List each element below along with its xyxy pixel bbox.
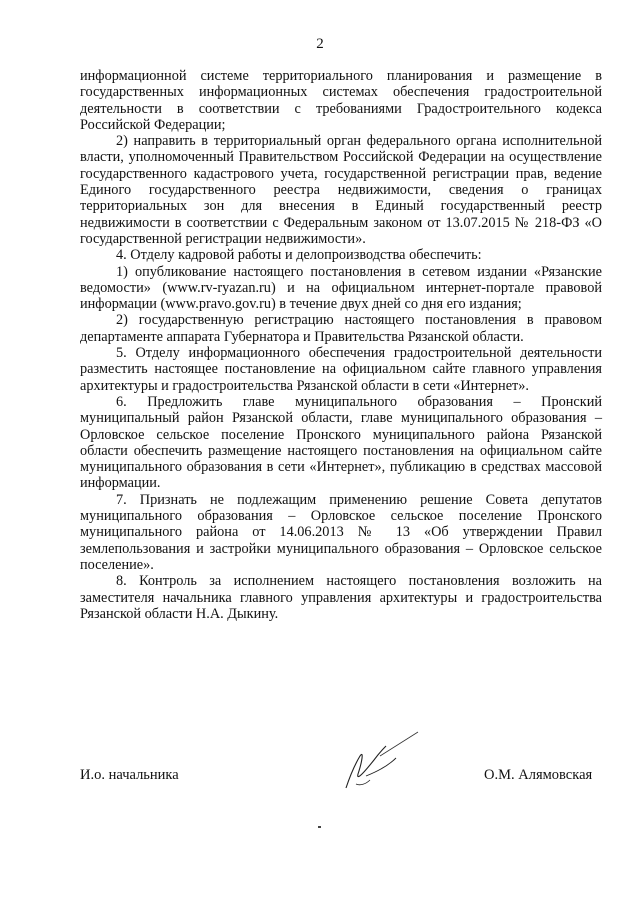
- paragraph: 2) направить в территориальный орган федерального органа исполнительной власти, уполномоченный Правительством Российской Федерации на осуществление государственного кадастрового учета, государственной регистрации прав, ведение Единого государственного реестра недвижимости, сведения о границах территориальных зон для внесения в Единый государственный реестр недвижимости в соответствии с Федеральным законом от 13.07.2015 № 218-ФЗ «О государственной регистрации недвижимости».: [80, 133, 602, 247]
- paragraph: 4. Отделу кадровой работы и делопроизводства обеспечить:: [116, 247, 482, 264]
- paragraph: 7. Признать не подлежащим применению решение Совета депутатов муниципального образования – Орловское сельское поселение Пронского муниципального района от 14.06.2013 № 13 «Об утверждении Правил землепользования и застройки муниципального образования – Орловское сельское поселение».: [80, 491, 602, 573]
- signatory-name: О.М. Алямовская: [484, 767, 593, 783]
- paragraph: 6. Предложить главе муниципального образования – Пронский муниципальный район Рязанской области, главе муниципального образования – Орловское сельское поселение Пронского муниципального района Рязанской области обеспечить размещение настоящего постановления на официальном сайте муниципального образования в сети «Интернет», публикацию в средствах массовой информации.: [80, 393, 602, 492]
- paragraph: информационной системе территориального планирования и размещение в государственных информационных системах обеспечения градостроительной деятельности в соответствии с требованиями Градостроительного кодекса Российской Федерации;: [80, 68, 602, 133]
- scan-mark: [318, 826, 321, 828]
- page-number: 2: [316, 36, 324, 52]
- paragraph: 1) опубликование настоящего постановления в сетевом издании «Рязанские ведомости» (www.rv-ryazan.ru) и на официальном интернет-портале правовой информации (www.pravo.gov.ru) в течение двух дней со дня его издания;: [80, 263, 602, 313]
- handwritten-signature: [336, 726, 426, 796]
- paragraph: 8. Контроль за исполнением настоящего постановления возложить на заместителя начальника главного управления архитектуры и градостроительства Рязанской области Н.А. Дыкину.: [80, 573, 602, 622]
- paragraph: 5. Отделу информационного обеспечения градостроительной деятельности разместить настоящее постановление на официальном сайте главного управления архитектуры и градостроительства Рязанской области в сети «Интернет».: [80, 345, 602, 394]
- document-body: [80, 68, 602, 622]
- signatory-position: И.о. начальника: [80, 767, 179, 783]
- paragraph: 2) государственную регистрацию настоящего постановления в правовом департаменте аппарата Губернатора и Правительства Рязанской области.: [80, 312, 602, 345]
